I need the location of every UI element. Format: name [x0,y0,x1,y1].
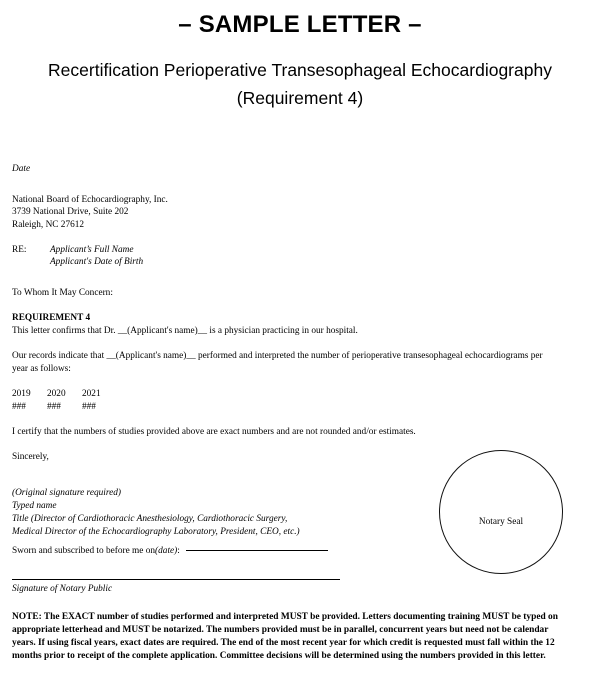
re-applicant-name: Applicant’s Full Name [50,244,134,255]
spacer [12,337,572,350]
recipient-street: 3739 National Drive, Suite 202 [12,207,129,218]
notary-seal-label: Notary Seal [478,517,524,527]
year-cell-2: 2020 [47,388,66,399]
spacer [12,300,572,313]
spacer [12,231,572,244]
signature-line-title-1: Title (Director of Cardiothoracic Anesthesiology, Cardiothoracic Surgery, [12,513,288,524]
notary-seal-circle [439,450,563,574]
certification-paragraph: I certify that the numbers of studies provided above are exact numbers and are not rounded and/or estimates. [12,426,416,437]
footer-note: NOTE: The EXACT number of studies performed and interpreted MUST be provided. Letters documenting training MUST be typed on appropriate letterhead and MUST be notarized. The numbers provided must be in parallel, concurrent years but need not be calendar years. If using fiscal years, exact dates are required. The end of the most recent year for which credit is requested must fall within the 12 months prior to receipt of the complete application. Committee decisions will be determined using the numbers provided in this letter. [12,612,558,662]
confirmation-paragraph: This letter confirms that Dr. __(Applicant's name)__ is a physician practicing in our hospital. [12,325,358,336]
recipient-organization: National Board of Echocardiography, Inc. [12,194,168,205]
page-title: – SAMPLE LETTER – [178,11,422,38]
spacer [12,176,572,194]
count-cell-2: ### [47,401,61,412]
count-cell-3: ### [82,401,96,412]
recipient-address [12,194,572,232]
signature-line-original: (Original signature required) [12,488,121,499]
records-paragraph: Our records indicate that __(Applicant's name)__ performed and interpreted the number of perioperative transesophageal echocardiograms per year as follows: [12,350,543,374]
requirement-heading: REQUIREMENT 4 [12,313,91,324]
notary-signature-caption: Signature of Notary Public [12,584,113,595]
re-label: RE: [12,244,27,255]
salutation: To Whom It May Concern: [12,288,113,299]
closing: Sincerely, [12,451,49,462]
re-applicant-dob: Applicant's Date of Birth [50,257,144,268]
year-cell-1: 2019 [12,388,31,399]
year-cell-3: 2021 [82,388,101,399]
sworn-statement-text: Sworn and subscribed to before me on [12,545,156,556]
recipient-city-state-zip: Raleigh, NC 27612 [12,219,85,230]
spacer [12,269,572,287]
document-header [0,0,600,112]
signature-line-typed-name: Typed name [12,501,57,512]
document-subtitle [0,38,600,111]
notary-signature-blank-line[interactable] [12,579,340,580]
subtitle-line-2: (Requirement 4) [236,87,364,108]
spacer [12,375,572,388]
table-row-counts [12,401,117,414]
sworn-colon: : [177,545,180,556]
spacer [12,413,572,426]
yearly-volume-table [12,388,117,413]
date-placeholder: Date [12,164,31,174]
signature-line-title-2: Medical Director of the Echocardiography Laboratory, President, CEO, etc.) [12,526,300,537]
table-row-years [12,388,117,401]
sworn-date-label: (date) [155,545,178,556]
sworn-date-blank-line[interactable] [186,550,328,551]
count-cell-1: ### [12,401,26,412]
re-block [12,244,572,269]
subtitle-line-1: Recertification Perioperative Transesophageal Echocardiography [48,60,552,81]
spacer [12,438,572,451]
re-values [50,244,143,269]
